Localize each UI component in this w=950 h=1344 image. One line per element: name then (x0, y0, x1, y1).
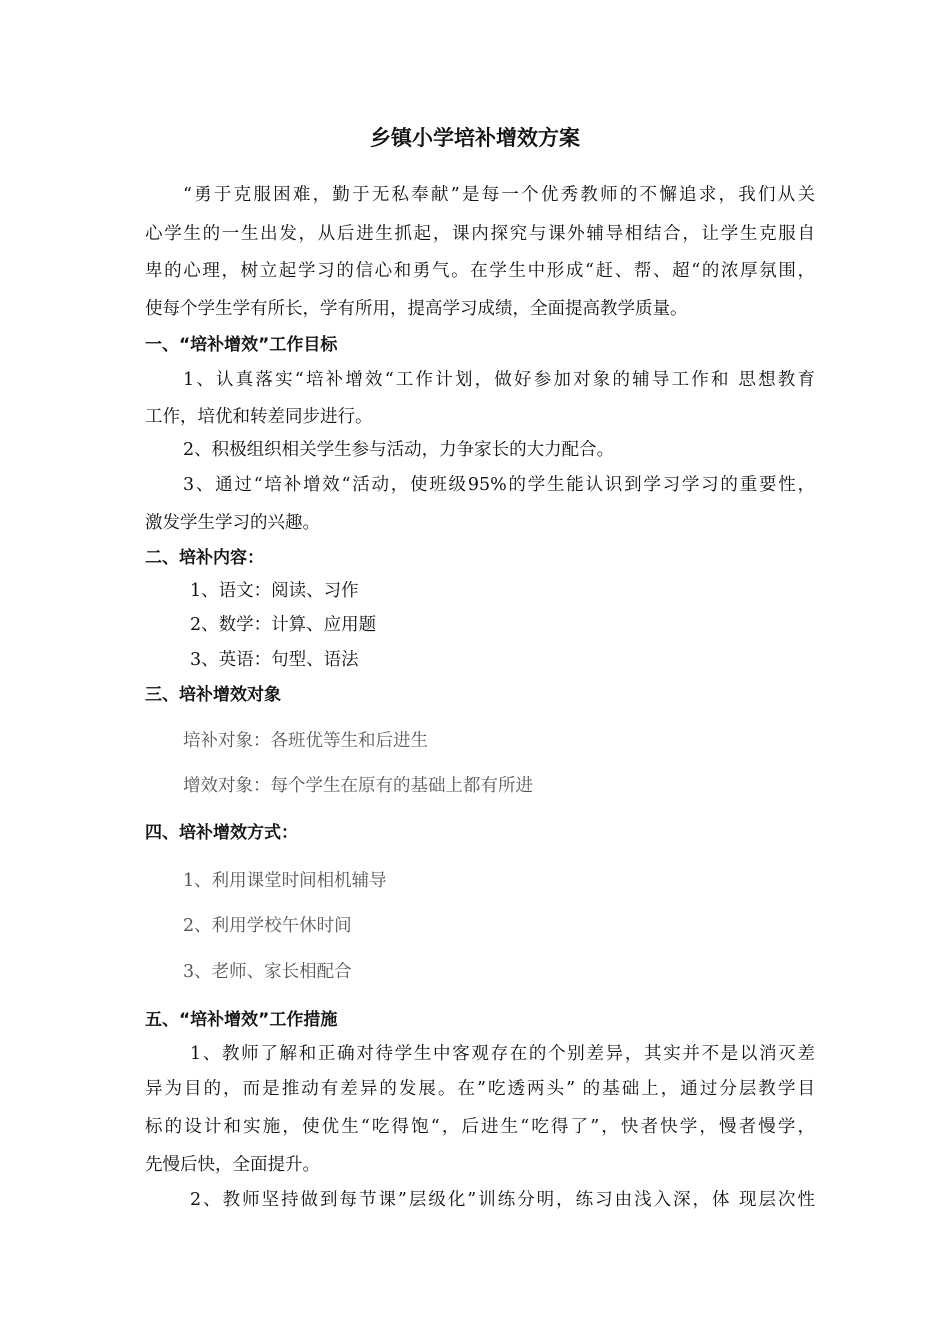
section-1-line-1: 1、认真落实“培补增效“工作计划，做好参加对象的辅导工作和 思想教育 (183, 370, 815, 390)
intro-line-3: 卑的心理，树立起学习的信心和勇气。在学生中形成“赶、帮、超“的浓厚氛围， (145, 261, 815, 281)
section-5-line-1: 1、教师了解和正确对待学生中客观存在的个别差异，其实并不是以消灭差 (190, 1044, 815, 1064)
section-5-line-4: 先慢后快，全面提升。 (145, 1155, 320, 1175)
section-4-item-2: 2、利用学校午休时间 (183, 916, 352, 936)
section-4-item-3: 3、老师、家长相配合 (183, 962, 352, 982)
section-5-line-3: 标的设计和实施，使优生“吃得饱“，后进生“吃得了”，快者快学，慢者慢学， (145, 1117, 815, 1137)
section-3-item-2: 增效对象：每个学生在原有的基础上都有所进 (183, 776, 533, 796)
section-2-item-3: 3、英语：句型、语法 (190, 650, 359, 670)
section-5-line-2: 异为目的，而是推动有差异的发展。在”吃透两头” 的基础上，通过分层教学目 (145, 1079, 815, 1099)
section-1-line-2: 工作，培优和转差同步进行。 (145, 407, 373, 427)
section-2-item-1: 1、语文：阅读、习作 (190, 581, 359, 601)
section-1-line-5: 激发学生学习的兴趣。 (145, 513, 320, 533)
section-5-line-5: 2、教师坚持做到每节课”层级化”训练分明，练习由浅入深，体 现层次性 (190, 1190, 815, 1210)
intro-line-2: 心学生的一生出发，从后进生抓起，课内探究与课外辅导相结合，让学生克服自 (145, 224, 815, 244)
section-1-line-4: 3、通过“培补增效“活动，使班级95%的学生能认识到学习学习的重要性， (183, 475, 815, 495)
section-2-heading: 二、培补内容： (145, 548, 264, 568)
section-3-item-1: 培补对象：各班优等生和后进生 (183, 731, 428, 751)
section-4-item-1: 1、利用课堂时间相机辅导 (183, 871, 387, 891)
section-2-item-2: 2、数学：计算、应用题 (190, 615, 377, 635)
document-title: 乡镇小学培补增效方案 (370, 126, 580, 150)
intro-line-1: “勇于克服困难，勤于无私奉献”是每一个优秀教师的不懈追求，我们从关 (183, 185, 815, 205)
section-3-heading: 三、培补增效对象 (145, 685, 281, 705)
section-1-line-3: 2、积极组织相关学生参与活动，力争家长的大力配合。 (183, 440, 615, 460)
section-1-heading: 一、“培补增效”工作目标 (145, 335, 338, 355)
section-4-heading: 四、培补增效方式： (145, 823, 298, 843)
section-5-heading: 五、“培补增效”工作措施 (145, 1010, 338, 1030)
intro-line-4: 使每个学生学有所长，学有所用，提高学习成绩，全面提高教学质量。 (145, 299, 688, 319)
